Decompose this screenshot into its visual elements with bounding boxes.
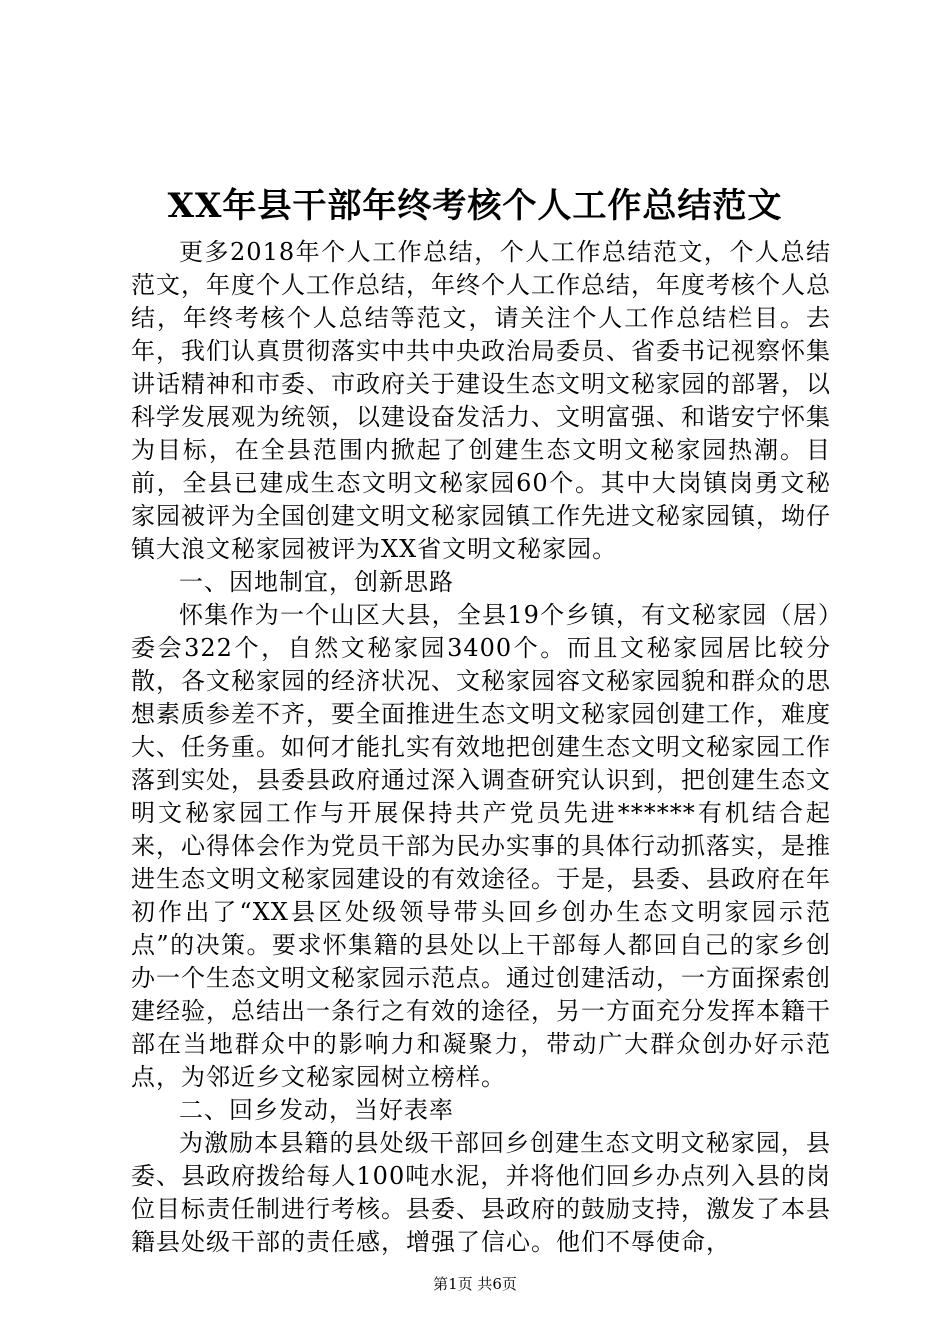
paragraph-section-1: 怀集作为一个山区大县，全县19个乡镇，有文秘家园（居）委会322个，自然文秘家园3400个。而且文秘家园居比较分散，各文秘家园的经济状况、文秘家园容文秘家园貌和群众的思想素质参差不齐，要全面推进生态文明文秘家园创建工作，难度大、任务重。如何才能扎实有效地把创建生态文明文秘家园工作落到实处，县委县政府通过深入调查研究认识到，把创建生态文明文秘家园工作与开展保持共产党员先进******有机结合起来，心得体会作为党员干部为民办实事的具体行动抓落实，是推进生态文明文秘家园建设的有效途径。于是，县委、县政府在年初作出了“XX县区处级领导带头回乡创办生态文明家园示范点”的决策。要求怀集籍的县处以上干部每人都回自己的家乡创办一个生态文明文秘家园示范点。通过创建活动，一方面探索创建经验，总结出一条行之有效的途径，另一方面充分发挥本籍干部在当地群众中的影响力和凝聚力，带动广大群众创办好示范点，为邻近乡文秘家园树立榜样。 [131, 601, 831, 1091]
document-body [131, 236, 831, 1259]
section-heading-2: 二、回乡发动，当好表率 [179, 1096, 454, 1124]
page-number-footer: 第1页 共6页 [433, 1275, 517, 1293]
paragraph-intro: 更多2018年个人工作总结，个人工作总结范文，个人总结范文，年度个人工作总结，年终个人工作总结，年度考核个人总结，年终考核个人总结等范文，请关注个人工作总结栏目。去年，我们认真贯彻落实中共中央政治局委员、省委书记视察怀集讲话精神和市委、市政府关于建设生态文明文秘家园的部署，以科学发展观为统领，以建设奋发活力、文明富强、和谐安宁怀集为目标，在全县范围内掀起了创建生态文明文秘家园热潮。目前，全县已建成生态文明文秘家园60个。其中大岗镇岗勇文秘家园被评为全国创建文明文秘家园镇工作先进文秘家园镇，坳仔镇大浪文秘家园被评为XX省文明文秘家园。 [131, 238, 831, 563]
paragraph-section-2: 为激励本县籍的县处级干部回乡创建生态文明文秘家园，县委、县政府拨给每人100吨水泥，并将他们回乡办点列入县的岗位目标责任制进行考核。县委、县政府的鼓励支持，激发了本县籍县处级干部的责任感，增强了信心。他们不辱使命， [131, 1129, 831, 1256]
section-heading-1: 一、因地制宜，创新思路 [179, 568, 454, 596]
document-title: XX年县干部年终考核个人工作总结范文 [167, 186, 783, 226]
